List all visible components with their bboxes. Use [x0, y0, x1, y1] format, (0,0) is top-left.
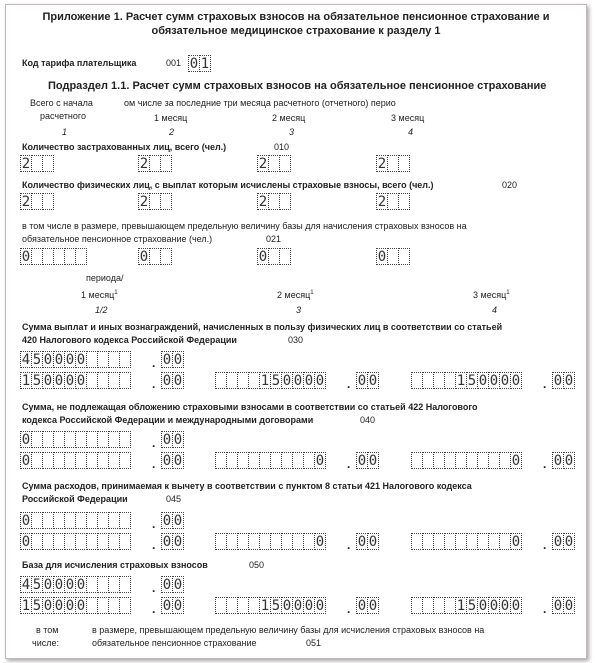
row045-label-1: Сумма расходов, принимаемая к вычету в соответствии с пунктом 8 статьи 421 Налогового кодекса	[22, 481, 472, 491]
subsection-title: Подраздел 1.1. Расчет сумм страховых взносов на обязательное пенсионное страхование	[48, 80, 547, 92]
row045-m2-sep: .	[347, 538, 351, 552]
row040-m2-dec[interactable]	[356, 452, 379, 469]
col-total-label-2: расчетного	[40, 111, 86, 121]
char-cell: 5	[271, 373, 281, 389]
char-cell: 0	[357, 534, 367, 550]
char-cell: 1	[260, 598, 270, 614]
row040-m3-dec[interactable]	[552, 452, 575, 469]
char-cell: 0	[54, 577, 64, 593]
col-m2-label: 2 месяц	[272, 113, 306, 123]
char-cell: 0	[258, 249, 268, 265]
row010-label: Количество застрахованных лиц, всего (чел.)	[22, 142, 227, 152]
char-cell: 2	[377, 156, 387, 172]
row040-m1-sep: .	[152, 457, 156, 471]
col-including-label: ом числе за последние три месяца расчетного (отчетного) перио	[124, 98, 396, 108]
char-cell: 5	[32, 352, 42, 368]
char-cell: 0	[76, 373, 86, 389]
char-cell: 0	[65, 577, 75, 593]
char-cell	[160, 155, 172, 172]
char-cell: 1	[260, 373, 270, 389]
char-cell: 0	[564, 598, 574, 614]
row051-code: 051	[306, 638, 322, 648]
row010-total-cells[interactable]	[20, 155, 54, 172]
char-cell: 2	[258, 156, 268, 172]
char-cell: 0	[489, 373, 499, 389]
row010-m2-cells[interactable]	[257, 155, 291, 172]
row050-code: 050	[249, 560, 265, 570]
char-cell: 0	[511, 453, 521, 469]
col2-num-4: 4	[492, 305, 498, 315]
row020-label: Количество физических лиц, с выплат которым исчислены страховые взносы, всего (чел.)	[22, 180, 434, 190]
row051-text-1: в размере, превышающем предельную величину базы для исчисления страховых взносов на	[92, 625, 485, 635]
char-cell: 0	[43, 352, 53, 368]
char-cell: 0	[21, 432, 31, 448]
char-cell: 0	[173, 513, 183, 529]
char-cell: 0	[173, 598, 183, 614]
row030-m3-int[interactable]	[411, 372, 522, 389]
row030-label-2: 420 Налогового кодекса Российской Федерации	[22, 335, 237, 345]
char-cell: 5	[467, 598, 477, 614]
char-cell	[279, 155, 291, 172]
row045-total-sep: .	[152, 517, 156, 531]
row030-total-sep: .	[152, 356, 156, 370]
char-cell: 0	[553, 598, 563, 614]
char-cell: 0	[54, 352, 64, 368]
char-cell: 0	[304, 373, 314, 389]
char-cell: 0	[21, 513, 31, 529]
row050-m2-int[interactable]	[215, 597, 326, 614]
char-cell: 0	[511, 534, 521, 550]
tariff-code: 001	[166, 58, 182, 68]
row045-m3-sep: .	[543, 538, 547, 552]
char-cell: 5	[32, 373, 42, 389]
form-page	[5, 4, 587, 659]
row020-code: 020	[502, 180, 518, 190]
char-cell: 2	[377, 194, 387, 210]
char-cell: 2	[139, 194, 149, 210]
char-cell: 0	[65, 352, 75, 368]
row045-m3-int[interactable]	[411, 533, 522, 550]
char-cell: 0	[173, 453, 183, 469]
char-cell: 0	[564, 373, 574, 389]
char-cell: 0	[315, 373, 325, 389]
row030-total-int[interactable]	[20, 351, 131, 368]
row010-code: 010	[274, 142, 290, 152]
row051-label-a: в том	[36, 625, 59, 635]
char-cell: 4	[21, 577, 31, 593]
row021-label-2: обязательное пенсионное страхование (чел.)	[22, 234, 213, 244]
row045-total-int[interactable]	[20, 512, 131, 529]
col-total-label-1: Всего с начала	[30, 98, 93, 108]
char-cell: 5	[32, 577, 42, 593]
char-cell: 2	[21, 194, 31, 210]
row030-m2-sep: .	[347, 377, 351, 391]
char-cell	[279, 193, 291, 210]
row045-m1-int[interactable]	[20, 533, 131, 550]
char-cell: 0	[282, 598, 292, 614]
row030-total-dec[interactable]	[161, 351, 184, 368]
char-cell: 2	[258, 194, 268, 210]
char-cell: 0	[173, 373, 183, 389]
char-cell: 0	[511, 598, 521, 614]
char-cell: 0	[553, 534, 563, 550]
row030-m1-dec[interactable]	[161, 372, 184, 389]
char-cell	[398, 193, 410, 210]
char-cell: 0	[54, 373, 64, 389]
row050-m3-dec[interactable]	[552, 597, 575, 614]
char-cell: 0	[500, 373, 510, 389]
row021-m3-cells[interactable]	[376, 248, 410, 265]
char-cell: 0	[564, 534, 574, 550]
row040-code: 040	[360, 415, 376, 425]
col2-m1-label: 1 месяц$^1$	[81, 290, 118, 300]
row050-m3-sep: .	[543, 602, 547, 616]
char-cell: 0	[43, 577, 53, 593]
char-cell	[119, 512, 131, 529]
char-cell: 0	[76, 598, 86, 614]
char-cell: 0	[478, 373, 488, 389]
char-cell	[119, 372, 131, 389]
char-cell: 0	[162, 432, 172, 448]
row045-m2-int[interactable]	[215, 533, 326, 550]
char-cell: 0	[282, 373, 292, 389]
char-cell	[119, 533, 131, 550]
char-cell	[398, 248, 410, 265]
row040-total-dec[interactable]	[161, 431, 184, 448]
char-cell: 0	[139, 249, 149, 265]
row010-m1-cells[interactable]	[138, 155, 172, 172]
row045-total-dec[interactable]	[161, 512, 184, 529]
row040-m3-sep: .	[543, 457, 547, 471]
col2-num-3: 3	[296, 305, 302, 315]
char-cell: 0	[315, 534, 325, 550]
char-cell: 0	[377, 249, 387, 265]
row050-m3-int[interactable]	[411, 597, 522, 614]
row021-code: 021	[266, 234, 282, 244]
char-cell: 5	[271, 598, 281, 614]
char-cell: 0	[553, 373, 563, 389]
char-cell: 1	[456, 598, 466, 614]
char-cell: 0	[564, 453, 574, 469]
char-cell	[119, 452, 131, 469]
row040-label-1: Сумма, не подлежащая обложению страховыми взносами в соответствии со статьей 422 Налогового	[22, 402, 478, 412]
tariff-cells[interactable]	[188, 55, 211, 72]
char-cell	[42, 155, 54, 172]
row050-m1-int[interactable]	[20, 597, 131, 614]
col-num-2: 2	[169, 127, 175, 137]
row050-m1-dec[interactable]	[161, 597, 184, 614]
char-cell: 0	[21, 249, 31, 265]
char-cell: 1	[456, 373, 466, 389]
char-cell	[398, 155, 410, 172]
col2-num-12: 1/2	[95, 305, 108, 315]
col-num-1: 1	[62, 127, 68, 137]
char-cell: 0	[511, 373, 521, 389]
row040-m1-dec[interactable]	[161, 452, 184, 469]
char-cell: 0	[357, 598, 367, 614]
char-cell: 5	[32, 598, 42, 614]
row030-m3-sep: .	[543, 377, 547, 391]
char-cell: 0	[368, 373, 378, 389]
row051-text-2: обязательное пенсионное страхование	[92, 638, 257, 648]
row040-m1-int[interactable]	[20, 452, 131, 469]
char-cell: 2	[139, 156, 149, 172]
char-cell: 0	[357, 373, 367, 389]
row010-m3-cells[interactable]	[376, 155, 410, 172]
tariff-label: Код тарифа плательщика	[22, 58, 137, 68]
char-cell: 0	[162, 534, 172, 550]
char-cell: 1	[21, 373, 31, 389]
row020-m1-cells[interactable]	[138, 193, 172, 210]
row050-label: База для исчисления страховых взносов	[22, 560, 208, 570]
row020-total-cells[interactable]	[20, 193, 54, 210]
char-cell: 0	[162, 352, 172, 368]
row040-m2-sep: .	[347, 457, 351, 471]
row040-label-2: кодекса Российской Федерации и международными договорами	[22, 415, 314, 425]
row050-m2-dec[interactable]	[356, 597, 379, 614]
char-cell: 2	[21, 156, 31, 172]
char-cell: 0	[293, 373, 303, 389]
char-cell	[42, 193, 54, 210]
row030-m3-dec[interactable]	[552, 372, 575, 389]
char-cell: 0	[162, 453, 172, 469]
char-cell	[160, 193, 172, 210]
form-title-line2: обязательное медицинское страхование к разделу 1	[151, 25, 441, 37]
char-cell: 0	[76, 577, 86, 593]
char-cell: 0	[293, 598, 303, 614]
char-cell: 0	[162, 373, 172, 389]
row050-m2-sep: .	[347, 602, 351, 616]
row045-code: 045	[166, 494, 182, 504]
row040-m2-int[interactable]	[215, 452, 326, 469]
char-cell: 0	[21, 453, 31, 469]
char-cell	[75, 248, 87, 265]
char-cell: 0	[189, 56, 199, 72]
col2-m3-label: 3 месяц$^1$	[473, 290, 510, 300]
char-cell: 0	[368, 534, 378, 550]
row050-m1-sep: .	[152, 602, 156, 616]
char-cell: 0	[553, 453, 563, 469]
char-cell: 0	[162, 598, 172, 614]
char-cell	[160, 248, 172, 265]
char-cell: 0	[368, 598, 378, 614]
char-cell: 0	[43, 373, 53, 389]
row040-total-sep: .	[152, 436, 156, 450]
row030-m1-int[interactable]	[20, 372, 131, 389]
row030-code: 030	[288, 335, 304, 345]
row050-total-dec[interactable]	[161, 576, 184, 593]
char-cell: 5	[467, 373, 477, 389]
row021-m2-cells[interactable]	[257, 248, 291, 265]
char-cell: 0	[76, 352, 86, 368]
char-cell: 0	[43, 598, 53, 614]
row020-m3-cells[interactable]	[376, 193, 410, 210]
row030-m1-sep: .	[152, 377, 156, 391]
row045-m3-dec[interactable]	[552, 533, 575, 550]
char-cell	[119, 576, 131, 593]
char-cell: 0	[65, 598, 75, 614]
row051-label-b: числе:	[32, 638, 59, 648]
char-cell	[119, 351, 131, 368]
row021-m1-cells[interactable]	[138, 248, 172, 265]
row030-label-1: Сумма выплат и иных вознаграждений, начисленных в пользу физических лиц в соответствии со статьей	[22, 322, 503, 332]
char-cell: 0	[357, 453, 367, 469]
char-cell: 1	[200, 56, 210, 72]
row021-label-1: в том числе в размере, превышающем предельную величину базы для начисления страховых взносов на	[22, 221, 467, 231]
row045-m1-dec[interactable]	[161, 533, 184, 550]
row045-m1-sep: .	[152, 538, 156, 552]
char-cell: 0	[162, 577, 172, 593]
char-cell: 0	[65, 373, 75, 389]
char-cell: 0	[173, 432, 183, 448]
char-cell: 0	[500, 598, 510, 614]
char-cell	[279, 248, 291, 265]
row050-total-sep: .	[152, 581, 156, 595]
col-m1-label: 1 месяц	[154, 113, 188, 123]
col-m3-label: 3 месяц	[391, 113, 425, 123]
col-num-4: 4	[408, 127, 414, 137]
char-cell: 1	[21, 598, 31, 614]
col2-period-label: периода/	[86, 273, 124, 283]
char-cell: 0	[173, 577, 183, 593]
form-title-line1: Приложение 1. Расчет сумм страховых взносов на обязательное пенсионное страхование и	[42, 11, 550, 23]
char-cell: 0	[21, 534, 31, 550]
char-cell: 4	[21, 352, 31, 368]
row021-total-cells[interactable]	[20, 248, 87, 265]
char-cell	[119, 431, 131, 448]
char-cell: 0	[162, 513, 172, 529]
char-cell	[119, 597, 131, 614]
char-cell: 0	[315, 598, 325, 614]
row040-total-int[interactable]	[20, 431, 131, 448]
char-cell: 0	[489, 598, 499, 614]
char-cell: 0	[304, 598, 314, 614]
char-cell: 0	[173, 534, 183, 550]
col2-m2-label: 2 месяц$^1$	[277, 290, 314, 300]
row030-m2-int[interactable]	[215, 372, 326, 389]
row050-total-int[interactable]	[20, 576, 131, 593]
row030-m2-dec[interactable]	[356, 372, 379, 389]
char-cell: 0	[173, 352, 183, 368]
row045-m2-dec[interactable]	[356, 533, 379, 550]
char-cell: 0	[478, 598, 488, 614]
char-cell: 0	[368, 453, 378, 469]
char-cell: 0	[54, 598, 64, 614]
char-cell: 0	[315, 453, 325, 469]
col-num-3: 3	[289, 127, 295, 137]
row020-m2-cells[interactable]	[257, 193, 291, 210]
row045-label-2: Российской Федерации	[22, 494, 128, 504]
row040-m3-int[interactable]	[411, 452, 522, 469]
